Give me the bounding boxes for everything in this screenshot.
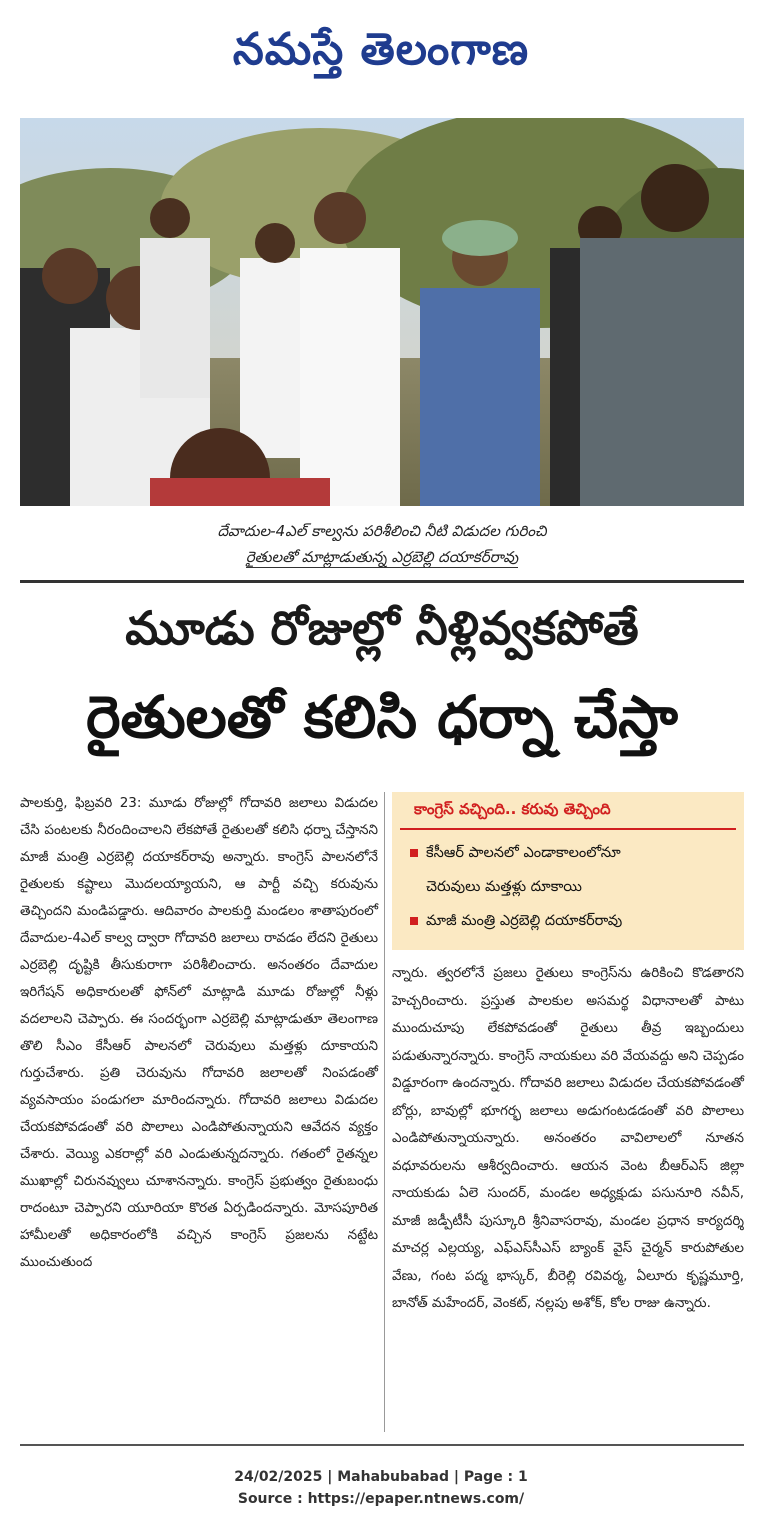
- highlight-item: మాజీ మంత్రి ఎర్రబెల్లి దయాకర్‌రావు: [410, 904, 734, 938]
- highlight-box: [392, 792, 744, 950]
- photo-caption: [20, 518, 744, 570]
- footer-date-edition: 24/02/2025 | Mahabubabad | Page : 1: [234, 1469, 528, 1485]
- headline-main: రైతులతో కలిసి ధర్నా చేస్తా: [86, 683, 678, 751]
- footer-rule: [20, 1444, 744, 1446]
- highlight-kicker: కాంగ్రెస్ వచ్చింది.. కరువు తెచ్చింది: [400, 792, 736, 830]
- caption-line-2: రైతులతో మాట్లాడుతున్న ఎర్రబెల్లి దయాకర్‌రావు: [245, 548, 519, 566]
- divider-rule: [20, 580, 744, 583]
- highlight-list: [392, 836, 744, 938]
- article-column-left: పాలకుర్తి, ఫిబ్రవరి 23: మూడు రోజుల్లో గోదావరి జలాలు విడుదల చేసి పంటలకు నీరందించాలని లేకపోతే రైతులతో కలిసి ధర్నా చేస్తానని మాజీ మంత్రి ఎర్రబెల్లి దయాకర్‌రావు అన్నారు. కాంగ్రెస్ పాలనలోనే రైతులకు కష్టాలు మొదలయ్యాయని, ఆ పార్టీ వచ్చి కరువును తెచ్చిందని మండిపడ్డారు. ఆదివారం పాలకుర్తి మండలం శాతాపురంలో దేవాదుల-4ఎల్ కాల్వ ద్వారా గోదావరి జలాలు రావడం లేదని రైతులు ఎర్రబెల్లి దృష్టికి తీసుకురాగా పరిశీలించారు. అనంతరం దేవాదుల ఇరిగేషన్ అధికారులతో ఫోన్‌లో మాట్లాడి మూడు రోజుల్లో నీళ్లు వదలాలని చెప్పారు. ఈ సందర్భంగా ఎర్రబెల్లి మాట్లాడుతూ తెలంగాణ తొలి సీఎం కేసీఆర్ పాలనలో చెరువులు మత్తళ్లు దూకాయని గుర్తుచేశారు. ప్రతి చెరువును గోదావరి జలాలతో నింపడంతో వ్యవసాయం పండుగలా మారిందన్నారు. గోదావరి జలాలు విడుదల చేయకపోవడంతో వరి పొలాలు ఎండిపోతున్నాయని ఆవేదన వ్యక్తం చేశారు. వెయ్యి ఎకరాల్లో వరి ఎండుతున్నదన్నారు. గతంలో రైతన్నల ముఖాల్లో చిరునవ్వులు చూశానన్నారు. కాంగ్రెస్ ప్రభుత్వం రైతుబంధు రాదంటూ చెప్పారని యూరియా కొరత ఏర్పడిందన్నారు. మోసపూరిత హామీలతో అధికారంలోకి వచ్చిన కాంగ్రెస్ ప్రజలను నట్టేట ముంచుతుంద: [20, 795, 378, 1270]
- newspaper-title: నమస్తే తెలంగాణ: [232, 24, 530, 75]
- headline-deck: మూడు రోజుల్లో నీళ్లివ్వకపోతే: [125, 601, 639, 655]
- caption-line-1: దేవాదుల-4ఎల్ కాల్వను పరిశీలించి నీటి విడుదల గురించి: [217, 522, 547, 540]
- column-divider: [384, 792, 385, 1432]
- highlight-item-continued: చెరువులు మత్తళ్లు దూకాయి: [426, 879, 582, 895]
- masthead: [0, 0, 762, 110]
- highlight-item: కేసీఆర్ పాలనలో ఎండాకాలంలోనూ: [410, 836, 734, 870]
- news-photo: [20, 118, 744, 506]
- footer-source: Source : https://epaper.ntnews.com/: [237, 1491, 525, 1507]
- article-column-right: న్నారు. త్వరలోనే ప్రజలు రైతులు కాంగ్రెస్‌ను ఉరికించి కొడతారని హెచ్చరించారు. ప్రస్తుత పాలకుల అసమర్థ విధానాలతో పాటు ముందుచూపు లేకపోవడంతో రైతులు తీవ్ర ఇబ్బందులు పడుతున్నారన్నారు. కాంగ్రెస్ నాయకులు వరి వేయవద్దు అని చెప్పడం విడ్డూరంగా ఉందన్నారు. గోదావరి జలాలు విడుదల చేయకపోవడంతో బోర్లు, బావుల్లో భూగర్భ జలాలు అడుగంటడడంతో వరి పొలాలు ఎండిపోతున్నాయన్నారు. అనంతరం వావిలాలలో నూతన వధూవరులను ఆశీర్వదించారు. ఆయన వెంట బీఆర్ఎస్ జిల్లా నాయకుడు ఏలె సుందర్, మండల అధ్యక్షుడు పసునూరి నవీన్, మాజీ జడ్పీటీసీ పుస్కూరి శ్రీనివాసరావు, మండల ప్రధాన కార్యదర్శి మాచర్ల ఎల్లయ్య, ఎఫ్ఎస్‌సీఎస్ బ్యాంక్ వైస్ చైర్మన్ కారుపోతుల వేణు, గంట పద్మ భాస్కర్, బీరెల్లి రవివర్మ, ఏలూరు కృష్ణమూర్తి, బానోత్ మహేందర్, వెంకట్, నల్లపు అశోక్, కోల రాజు ఉన్నారు.: [392, 965, 744, 1311]
- footer: [0, 1466, 762, 1510]
